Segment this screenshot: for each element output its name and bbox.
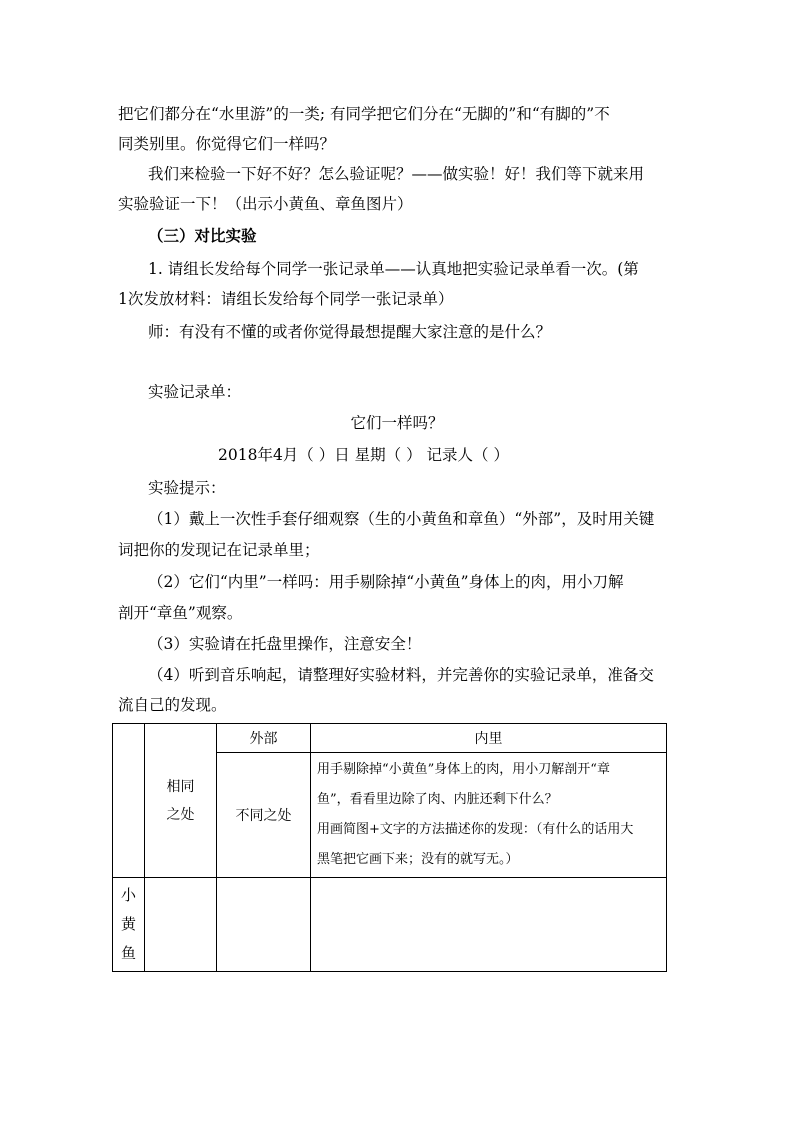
- outer-column-header: 外部: [217, 724, 311, 753]
- paragraph-text: 1次发放材料：请组长发给每个同学一张记录单）: [118, 290, 454, 308]
- table-corner-cell: [113, 724, 145, 878]
- table-row: [113, 878, 667, 972]
- same-input-cell[interactable]: [145, 878, 217, 972]
- row-label-char: 鱼: [120, 944, 136, 962]
- inner-instruction-line: 黑笔把它画下来；没有的就写无。）: [317, 852, 519, 867]
- same-label-line: 之处: [166, 806, 195, 823]
- inner-instruction-line: 用画简图+文字的方法描述你的发现：（有什么的话用大: [317, 822, 634, 837]
- tip-text: 词把你的发现记在记录单里；: [118, 541, 320, 559]
- same-column-header: [145, 724, 217, 878]
- inner-input-cell[interactable]: [311, 878, 667, 972]
- row-label-xiaohuangyu: [113, 878, 145, 972]
- inner-instruction-cell: [311, 753, 667, 878]
- tip-text: （3）实验请在托盘里操作，注意安全！: [148, 635, 422, 653]
- tips-label: 实验提示：: [148, 479, 226, 497]
- inner-instruction-line: 鱼”，看看里边除了肉、内脏还剩下什么？: [317, 792, 558, 807]
- inner-column-header: 内里: [311, 724, 667, 753]
- record-sheet-label: 实验记录单：: [148, 383, 242, 401]
- tip-text: （2）它们“内里”一样吗：用手剔除掉“小黄鱼”身体上的肉，用小刀解: [148, 573, 624, 591]
- table-header-row: [113, 724, 667, 753]
- tip-text: 流自己的发现。: [118, 696, 227, 714]
- tip-text: （1）戴上一次性手套仔细观察（生的小黄鱼和章鱼）“外部”，及时用关键: [148, 510, 655, 528]
- same-label-line: 相同: [166, 778, 195, 795]
- record-table-wrapper: [112, 723, 666, 971]
- paragraph-text: 师：有没有不懂的或者你觉得最想提醒大家注意的是什么？: [148, 323, 552, 341]
- paragraph-text: 同类别里。你觉得它们一样吗？: [118, 135, 336, 153]
- paragraph-text: 1. 请组长发给每个同学一张记录单——认真地把实验记录单看一次。(第: [148, 260, 639, 278]
- diff-input-cell[interactable]: [217, 878, 311, 972]
- paragraph-text: 我们来检验一下好不好？怎么验证呢？——做实验！好！我们等下就来用: [148, 165, 645, 183]
- tip-text: （4）听到音乐响起，请整理好实验材料，并完善你的实验记录单，准备交: [148, 666, 654, 684]
- record-sheet-title: 它们一样吗？: [350, 414, 444, 432]
- record-table: [112, 723, 667, 972]
- row-label-char: 小: [120, 886, 136, 904]
- paragraph-text: 实验验证一下！（出示小黄鱼、章鱼图片）: [118, 195, 413, 213]
- record-sheet-date-line: 2018年4月（ ）日 星期（ ） 记录人（ ）: [218, 446, 509, 464]
- paragraph-text: 把它们都分在“水里游”的一类; 有同学把它们分在“无脚的”和“有脚的”不: [118, 105, 610, 123]
- tip-text: 剖开“章鱼”观察。: [118, 604, 243, 622]
- row-label-char: 黄: [120, 915, 136, 933]
- diff-column-header: 不同之处: [217, 753, 311, 878]
- inner-instruction-line: 用手剔除掉“小黄鱼”身体上的肉，用小刀解剖开“章: [317, 762, 610, 777]
- section-heading: （三）对比实验: [148, 226, 257, 245]
